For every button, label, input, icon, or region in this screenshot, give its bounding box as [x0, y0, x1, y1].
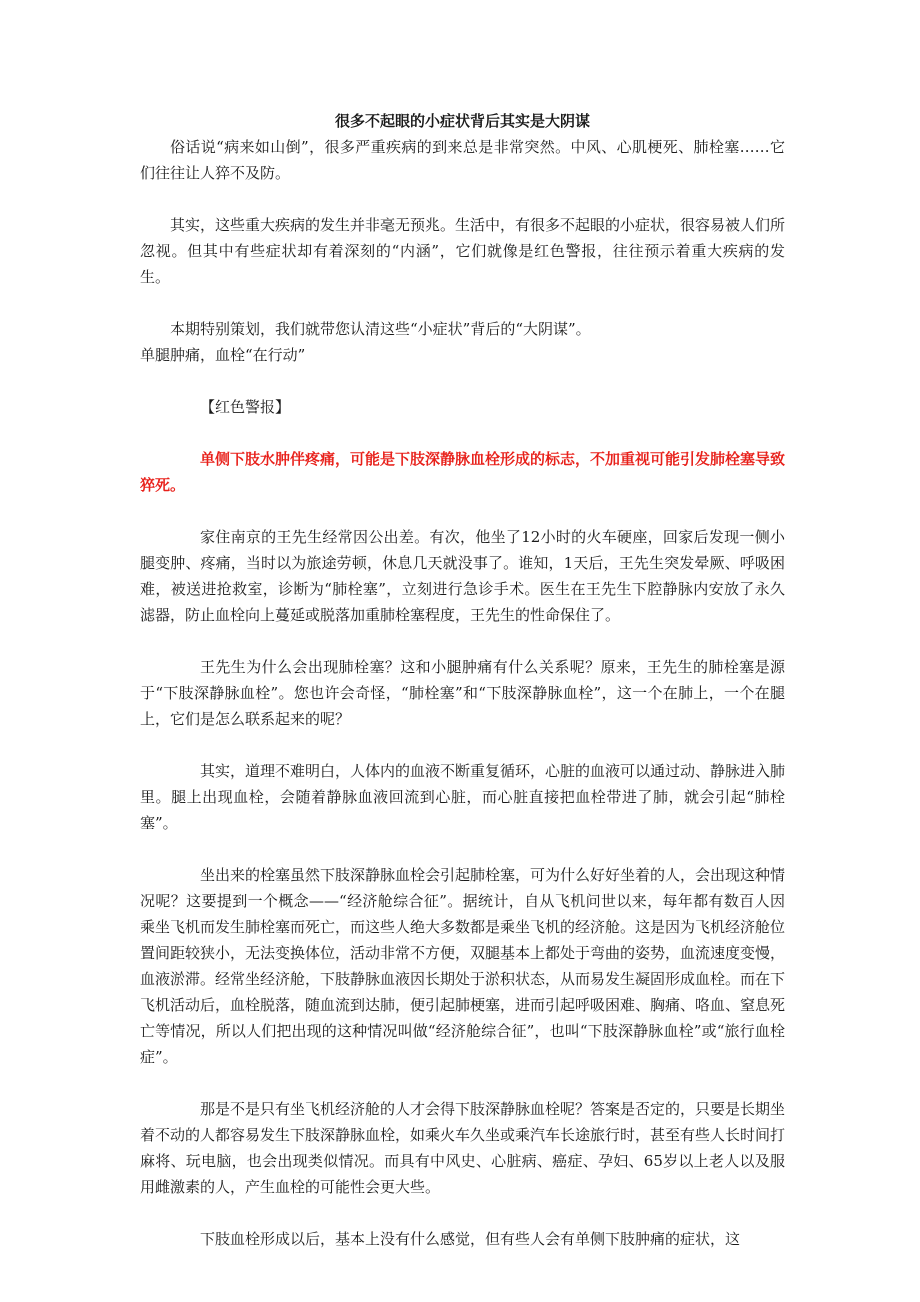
- alert-label: 【红色警报】: [200, 398, 291, 416]
- spacer: [140, 836, 785, 862]
- spacer: [140, 1200, 785, 1226]
- body-paragraph-1: 家住南京的王先生经常因公出差。有次，他坐了12小时的火车硬座，回家后发现一侧小腿变肿、疼痛，当时以为旅途劳顿，休息几天就没事了。谁知，1天后，王先生突发晕厥、呼吸困难，被送进抢救室，诊断为“肺栓塞”，立刻进行急诊手术。医生在王先生下腔静脉内安放了永久滤器，防止血栓向上蔓延或脱落加重肺栓塞程度，王先生的性命保住了。: [140, 528, 785, 624]
- spacer: [140, 628, 785, 654]
- intro-paragraph-2: 其实，这些重大疾病的发生并非毫无预兆。生活中，有很多不起眼的小症状，很容易被人们所忽视。但其中有些症状却有着深刻的“内涵”，它们就像是红色警报，往往预示着重大疾病的发生。: [140, 216, 786, 286]
- intro-paragraph-1: 俗话说“病来如山倒”，很多严重疾病的到来总是非常突然。中风、心肌梗死、肺栓塞……它们往往让人猝不及防。: [140, 138, 785, 182]
- body-paragraph-3: 其实，道理不难明白，人体内的血液不断重复循环，心脏的血液可以通过动、静脉进入肺里。腿上出现血栓，会随着静脉血液回流到心脏，而心脏直接把血栓带进了肺，就会引起“肺栓塞”。: [140, 762, 786, 832]
- spacer: [140, 186, 785, 212]
- intro-paragraph-3: 本期特别策划，我们就带您认清这些“小症状”背后的“大阴谋”。: [170, 320, 591, 338]
- body-paragraph-5: 那是不是只有坐飞机经济舱的人才会得下肢深静脉血栓呢？答案是否定的，只要是长期坐着不动的人都容易发生下肢深静脉血栓，如乘火车久坐或乘汽车长途旅行时，甚至有些人长时间打麻将、玩电脑，也会出现类似情况。而具有中风史、心脏病、癌症、孕妇、65岁以上老人以及服用雌激素的人，产生血栓的可能性会更大些。: [140, 1100, 786, 1196]
- document-title: 很多不起眼的小症状背后其实是大阴谋: [334, 112, 590, 130]
- body-paragraph-4: 坐出来的栓塞虽然下肢深静脉血栓会引起肺栓塞，可为什么好好坐着的人，会出现这种情况呢？这要提到一个概念——“经济舱综合征”。据统计，自从飞机问世以来，每年都有数百人因乘坐飞机而发生肺栓塞而死亡，而这些人绝大多数都是乘坐飞机的经济舱。这是因为飞机经济舱位置间距较狭小，无法变换体位，活动非常不方便，双腿基本上都处于弯曲的姿势，血流速度变慢，血液淤滞。经常坐经济舱，下肢静脉血液因长期处于淤积状态，从而易发生凝固形成血栓。而在下飞机活动后，血栓脱落，随血流到达肺，便引起肺梗塞，进而引起呼吸困难、胸痛、咯血、窒息死亡等情况，所以人们把出现的这种情况叫做“经济舱综合征”，也叫“下肢深静脉血栓”或“旅行血栓症”。: [140, 866, 786, 1066]
- spacer: [140, 290, 785, 316]
- alert-text: 单侧下肢水肿伴疼痛，可能是下肢深静脉血栓形成的标志，不加重视可能引发肺栓塞导致猝死。: [140, 450, 786, 494]
- spacer: [140, 420, 785, 446]
- body-paragraph-2: 王先生为什么会出现肺栓塞？这和小腿肿痛有什么关系呢？原来，王先生的肺栓塞是源于“下肢深静脉血栓”。您也许会奇怪，“肺栓塞”和“下肢深静脉血栓”，这一个在肺上，一个在腿上，它们是怎么联系起来的呢？: [140, 658, 785, 728]
- body-paragraph-6: 下肢血栓形成以后，基本上没有什么感觉，但有些人会有单侧下肢肿痛的症状，这: [200, 1230, 741, 1248]
- document-page: [140, 108, 785, 1252]
- spacer: [140, 498, 785, 524]
- spacer: [140, 368, 785, 394]
- spacer: [140, 1070, 785, 1096]
- spacer: [140, 732, 785, 758]
- section-title: 单腿肿痛，血栓“在行动”: [140, 346, 306, 364]
